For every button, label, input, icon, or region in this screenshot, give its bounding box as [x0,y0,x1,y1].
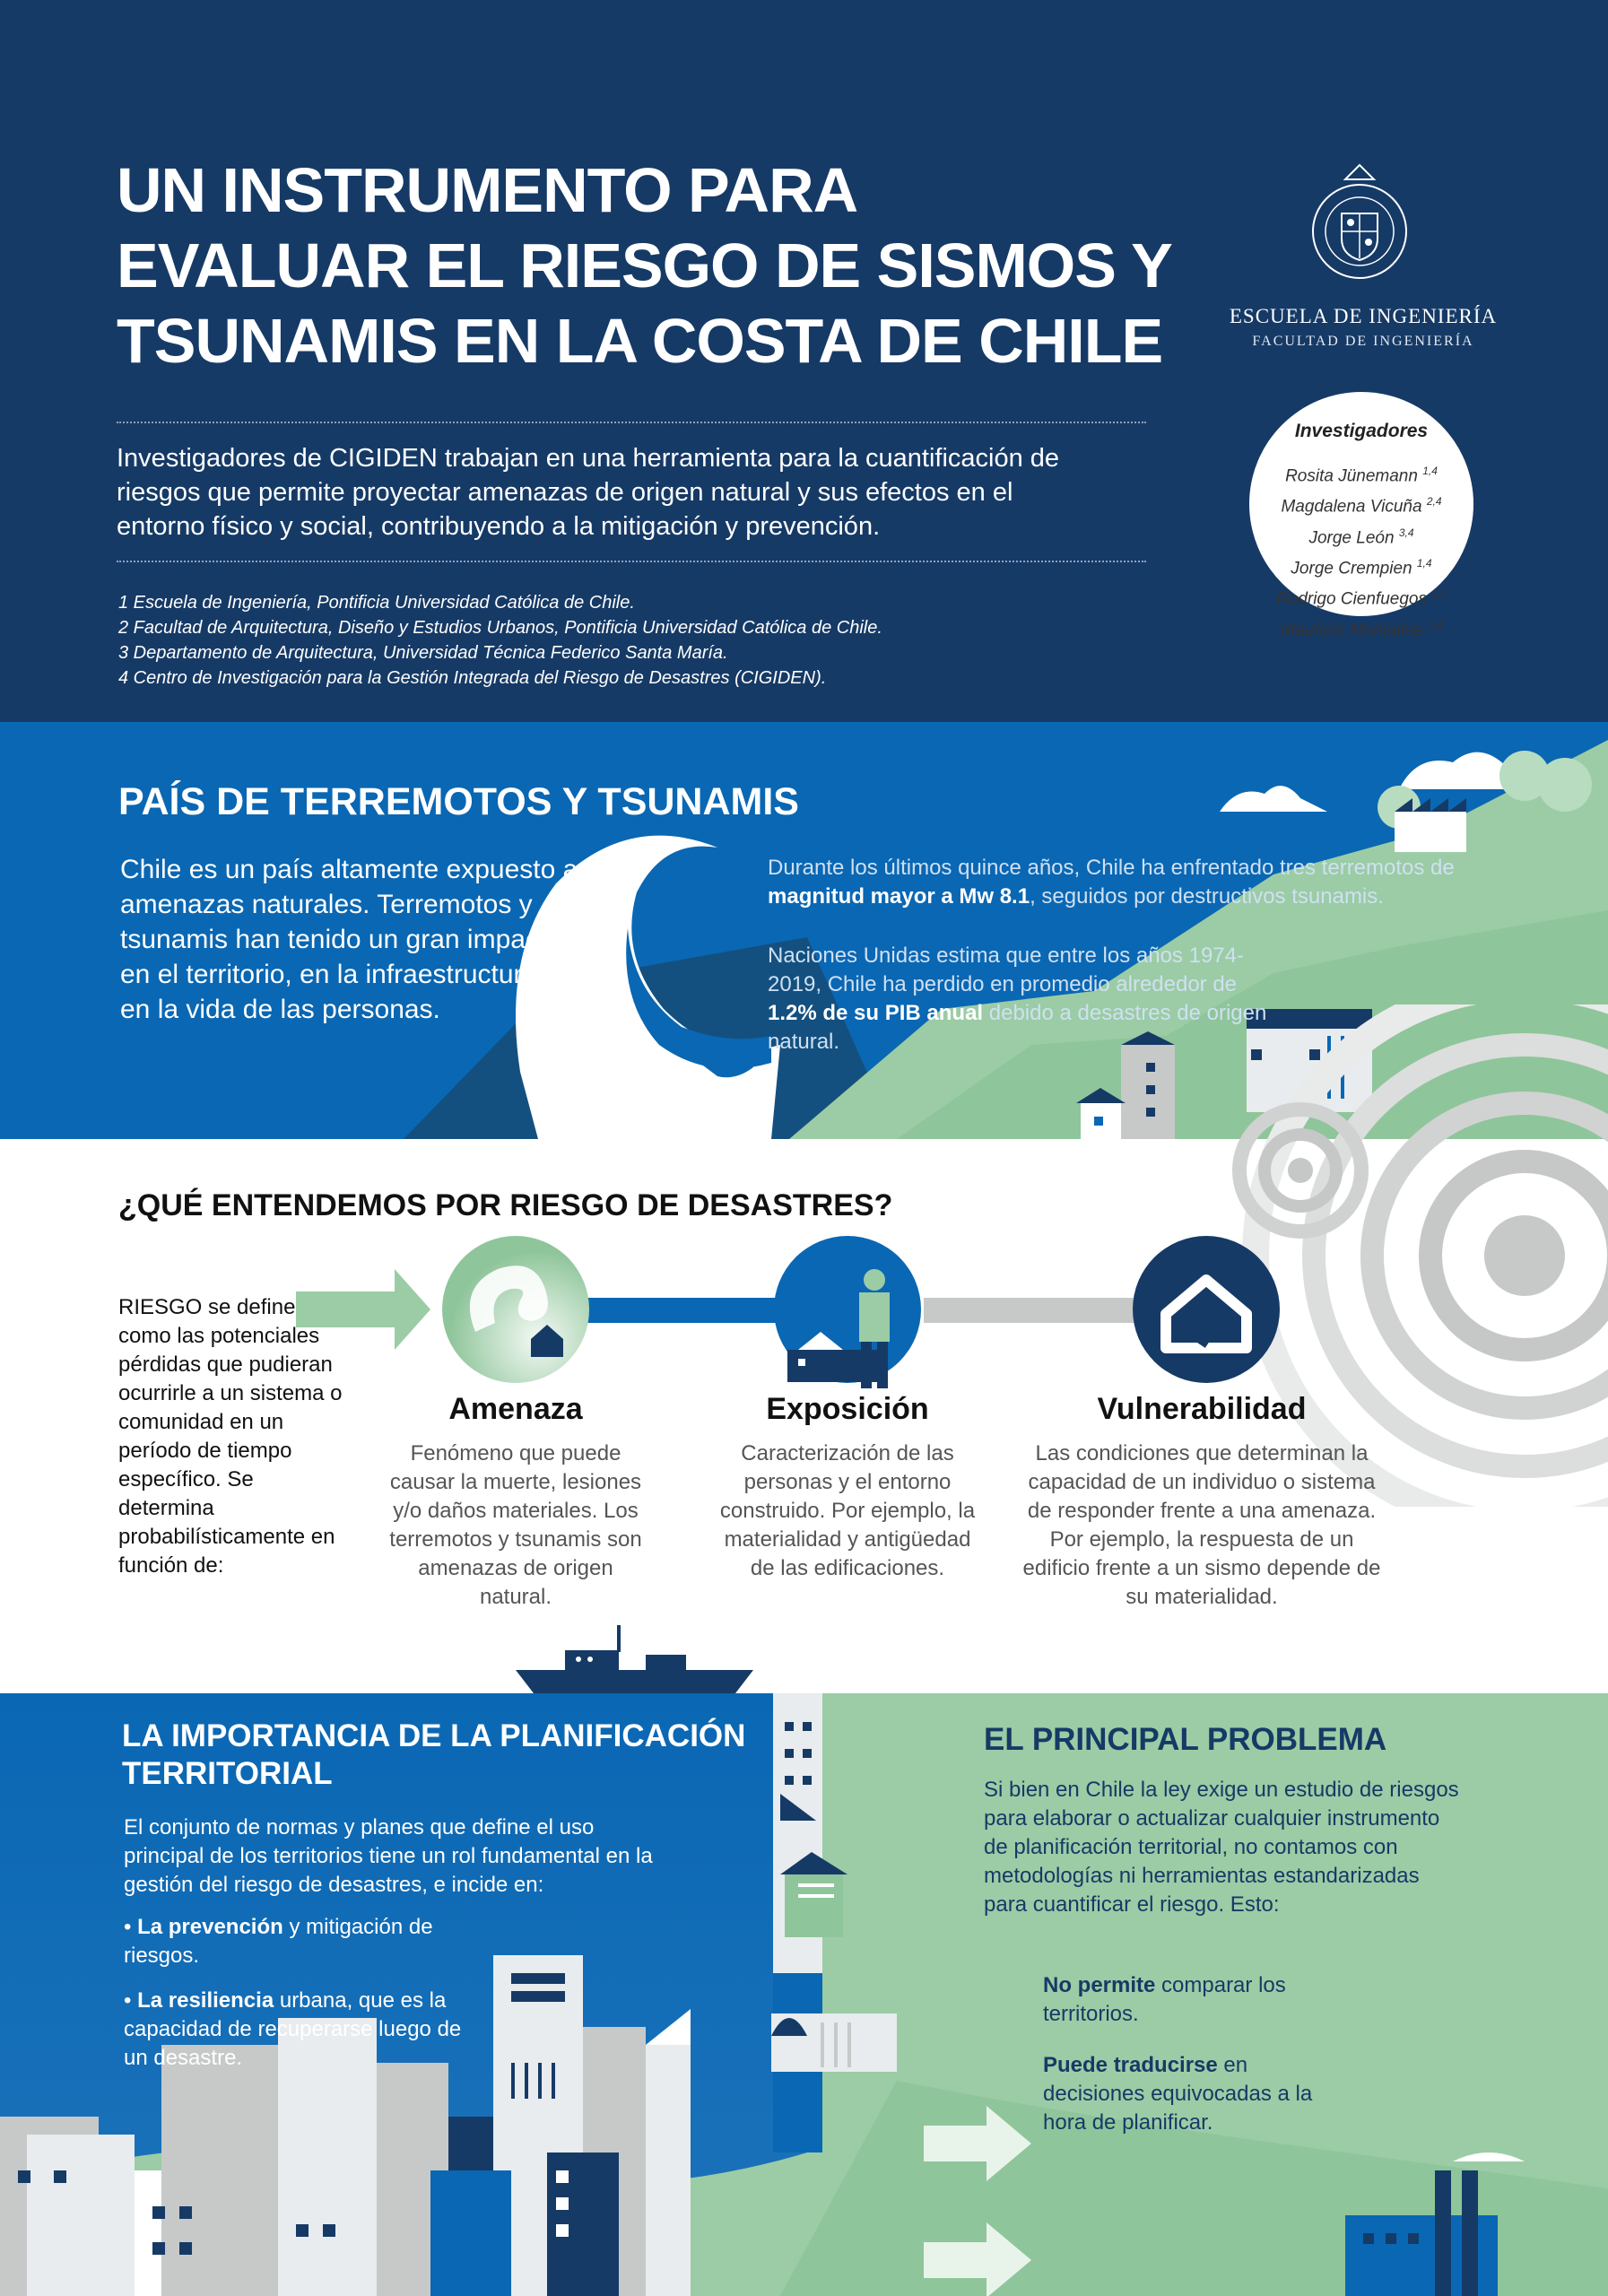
title-line-3: TSUNAMIS EN LA COSTA DE CHILE [117,306,1163,376]
affiliation-4: 4 Centro de Investigación para la Gestión Integrada del Riesgo de Desastres (CIGIDEN). [118,668,827,688]
investigator: Jorge Crempien $^{1,4}$ [1291,556,1432,578]
term-amenaza: Amenaza [448,1392,583,1426]
affiliation-2: 2 Facultad de Arquitectura, Diseño y Estudios Urbanos, Pontificia Universidad Católica de Chile. [118,618,882,638]
term-vulnerabilidad: Vulnerabilidad [1097,1392,1307,1426]
investigators-title: Investigadores [1294,421,1429,441]
point-no-permite: No permite comparar los territorios. [1043,1973,1286,2026]
planificacion-text: El conjunto de normas y planes que define el uso principal de los territorios tiene un rol fundamental en la gestión del riesgo de desastres, e incide en: [124,1815,653,1897]
affiliation-3: 3 Departamento de Arquitectura, Universidad Técnica Federico Santa María. [118,643,728,663]
problema-text: Si bien en Chile la ley exige un estudio de riesgos para elaborar o actualizar cualquier instrumento de planificación territorial, no contamos con metodologías ni herramientas estandarizadas para cuantificar el riesgo. Esto: [984,1778,1459,1917]
term-exposicion: Exposición [766,1392,929,1426]
riesgo-title: ¿QUÉ ENTENDEMOS POR RIESGO DE DESASTRES? [118,1188,893,1222]
bullet-resiliencia: • La resiliencia urbana, que es la capacidad de recuperarse luego de un desastre. [124,1988,462,2070]
bullet-prevencion: • La prevención y mitigación de riesgos. [124,1915,433,1968]
planificacion-title: LA IMPORTANCIA DE LA PLANIFICACIÓN TERRITORIAL [122,1718,746,1791]
divider [117,561,1146,562]
faculty-name: FACULTAD DE INGENIERÍA [1252,334,1474,349]
affiliations [118,590,1015,691]
risk-components-diagram [296,1233,1291,1395]
investigator: Mauricio Monsalve $^{1,4}$ [1280,618,1443,639]
divider [117,422,1146,423]
riesgo-definition: RIESGO se define como las potenciales pérdidas que pudieran ocurrirle a un sistema o comunidad en un período de tiempo específico. Se determina probabilísticamente en función de: [118,1295,343,1578]
title-line-1: UN INSTRUMENTO PARA [117,155,858,225]
investigator: Jorge León $^{3,4}$ [1308,526,1414,547]
pais-left-text: Chile es un país altamente expuesto a amenazas naturales. Terremotos y tsunamis han tenido un gran impacto en el territorio, en la infraestructura y en la vida de las personas. [120,855,578,1024]
pais-title: PAÍS DE TERREMOTOS Y TSUNAMIS [118,780,799,823]
pais-paragraph-1: Durante los últimos quince años, Chile ha enfrentado tres terremotos de magnitud mayor a Mw 8.1, seguidos por destructivos tsunamis. [768,856,1455,909]
pais-paragraph-2: Naciones Unidas estima que entre los años 1974-2019, Chile ha perdido en promedio alrededor de 1.2% de su PIB anual debido a desastres de origen natural. [768,944,1267,1054]
university-crest-icon [1309,161,1410,283]
intro-text: Investigadores de CIGIDEN trabajan en una herramienta para la cuantificación de riesgos que permite proyectar amenazas de origen natural y sus efectos en el entorno físico y social, contribuyendo a la mitigación y prevención. [117,444,1060,541]
investigators-circle [1249,392,1473,639]
problema-title: EL PRINCIPAL PROBLEMA [984,1722,1387,1757]
investigator: Magdalena Vicuña $^{2,4}$ [1281,495,1442,517]
desc-vulnerabilidad: Las condiciones que determinan la capacidad de un individuo o sistema de responder frente a una amenaza. Por ejemplo, la respuesta de un edificio frente a un sismo depende de su materialidad. [1022,1441,1381,1609]
point-puede-traducirse: Puede traducirse en decisiones equivocadas a la hora de planificar. [1043,2053,1313,2135]
desc-exposicion: Caracterización de las personas y el entorno construido. Por ejemplo, la materialidad y antigüedad de las edificaciones. [719,1441,976,1580]
desc-amenaza: Fenómeno que puede causar la muerte, lesiones y/o daños materiales. Los terremotos y tsunamis son amenazas de origen natural. [389,1441,642,1609]
investigators-list [1249,458,1473,643]
investigator: Rosita Jünemann $^{1,4}$ [1285,465,1438,486]
page-title [117,152,1193,378]
affiliation-1: 1 Escuela de Ingeniería, Pontificia Universidad Católica de Chile. [118,593,635,613]
investigator: Rodrigo Cienfuegos $^{1,4}$ [1276,587,1447,609]
school-name: ESCUELA DE INGENIERÍA [1229,305,1498,327]
title-line-2: EVALUAR EL RIESGO DE SISMOS Y [117,230,1172,300]
